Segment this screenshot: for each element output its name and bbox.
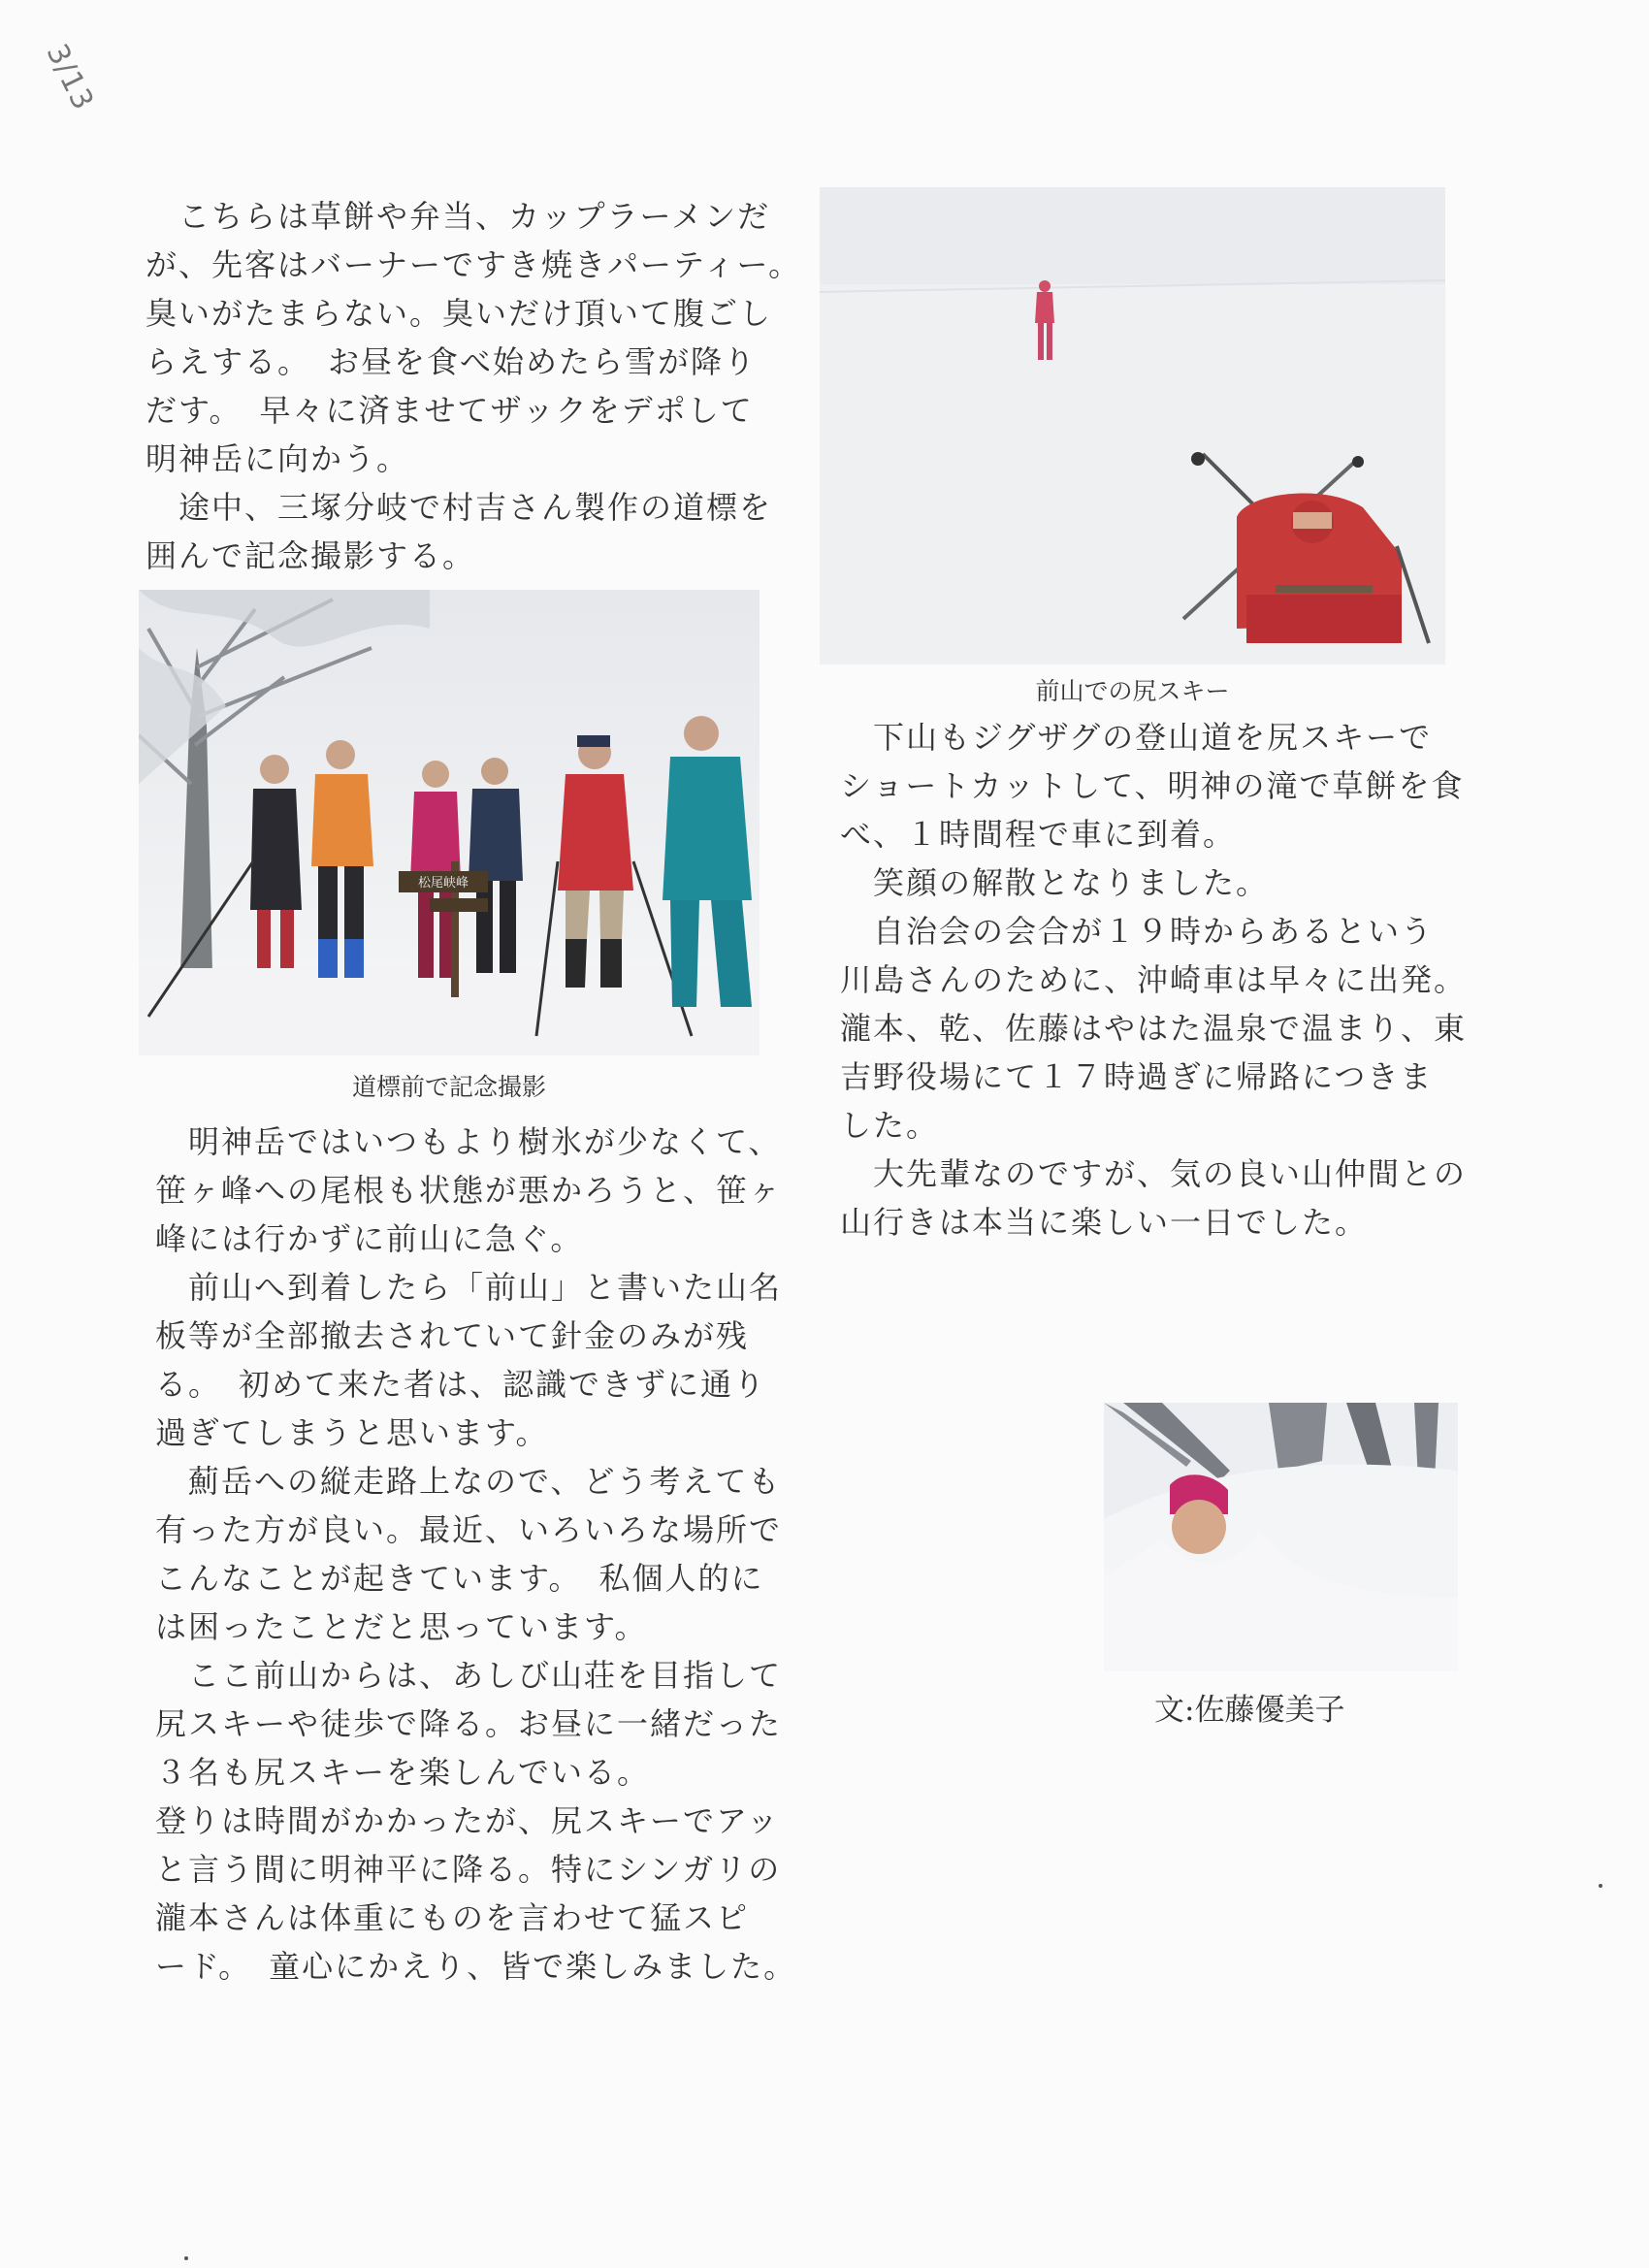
text-line: 途中、三塚分岐で村吉さん製作の道標を — [146, 489, 773, 526]
text-line: 有った方が良い。最近、いろいろな場所で — [155, 1511, 783, 1548]
group-photo-caption: 道標前で記念撮影 — [351, 1073, 546, 1101]
text-line: 笹ヶ峰への尾根も状態が悪かろうと、笹ヶ — [155, 1172, 783, 1209]
text-line: 山行きは本当に楽しい一日でした。 — [840, 1204, 1369, 1241]
slide-photo-caption: 前山での尻スキー — [1035, 677, 1230, 705]
text-line: 前山へ到着したら「前山」と書いた山名 — [155, 1269, 783, 1306]
signpost-text: 松尾峡峰 — [417, 876, 469, 891]
text-line: る。 初めて来た者は、認識できずに通り — [155, 1366, 767, 1403]
text-line: 明神岳ではいつもより樹氷が少なくて、 — [155, 1123, 782, 1160]
text-line: は困ったことだと思っています。 — [155, 1608, 648, 1645]
text-line: 板等が全部撤去されていて針金のみが残 — [155, 1317, 750, 1354]
left-top-text — [146, 192, 801, 580]
text-line: こちらは草餅や弁当、カップラーメンだ — [146, 198, 771, 235]
page-number-mark: 3/13 — [39, 39, 101, 116]
text-line: が、先客はバーナーですき焼きパーティー。 — [146, 246, 802, 283]
text-line: 瀧本さんは体重にものを言わせて猛スピ — [155, 1899, 750, 1936]
text-line: 薊岳への縦走路上なので、どう考えても — [155, 1463, 782, 1500]
text-line: 川島さんのために、沖崎車は早々に出発。 — [840, 961, 1468, 998]
text-line: 尻スキーや徒歩で降る。お昼に一緒だった — [155, 1705, 783, 1742]
text-line: べ、１時間程で車に到着。 — [840, 816, 1237, 853]
text-line: 囲んで記念撮影する。 — [146, 537, 476, 574]
text-line: 峰には行かずに前山に急ぐ。 — [155, 1220, 584, 1257]
text-line: 過ぎてしまうと思います。 — [155, 1414, 549, 1451]
text-line: こんなことが起きています。 私個人的に — [155, 1560, 764, 1597]
right-text — [840, 713, 1467, 1247]
text-line: 笑顔の解散となりました。 — [840, 864, 1270, 901]
text-line: ここ前山からは、あしび山荘を目指して — [155, 1657, 783, 1694]
text-line: ３名も尻スキーを楽しんでいる。 — [155, 1754, 651, 1791]
text-line: 登りは時間がかかったが、尻スキーでアッ — [155, 1802, 780, 1839]
group-photo — [139, 590, 760, 1055]
text-line: 下山もジグザグの登山道を尻スキーで — [840, 719, 1433, 756]
slide-photo — [820, 187, 1445, 664]
text-line: ショートカットして、明神の滝で草餅を食 — [840, 767, 1465, 804]
text-line: 自治会の会合が１９時からあるという — [840, 913, 1435, 950]
text-line: した。 — [840, 1107, 940, 1144]
text-line: らえする。 お昼を食べ始めたら雪が降り — [146, 343, 758, 380]
text-line: と言う間に明神平に降る。特にシンガリの — [155, 1851, 782, 1888]
text-line: 吉野役場にて１７時過ぎに帰路につきま — [840, 1058, 1434, 1095]
text-line: ード。 童心にかえり、皆で楽しみました。 — [155, 1948, 797, 1985]
text-line: 瀧本、乾、佐藤はやはた温泉で温まり、東 — [840, 1010, 1468, 1047]
text-line: 明神岳に向かう。 — [146, 440, 410, 477]
text-line: 大先輩なのですが、気の良い山仲間との — [840, 1155, 1468, 1192]
text-line: 臭いがたまらない。臭いだけ頂いて腹ごし — [146, 295, 773, 332]
portrait-photo — [1104, 1403, 1458, 1671]
left-bottom-text — [155, 1118, 796, 1991]
scan-speck — [184, 2256, 188, 2260]
scan-speck — [1599, 1884, 1602, 1888]
author-credit: 文:佐藤優美子 — [1154, 1693, 1345, 1728]
text-line: だす。 早々に済ませてザックをデポして — [146, 392, 754, 429]
